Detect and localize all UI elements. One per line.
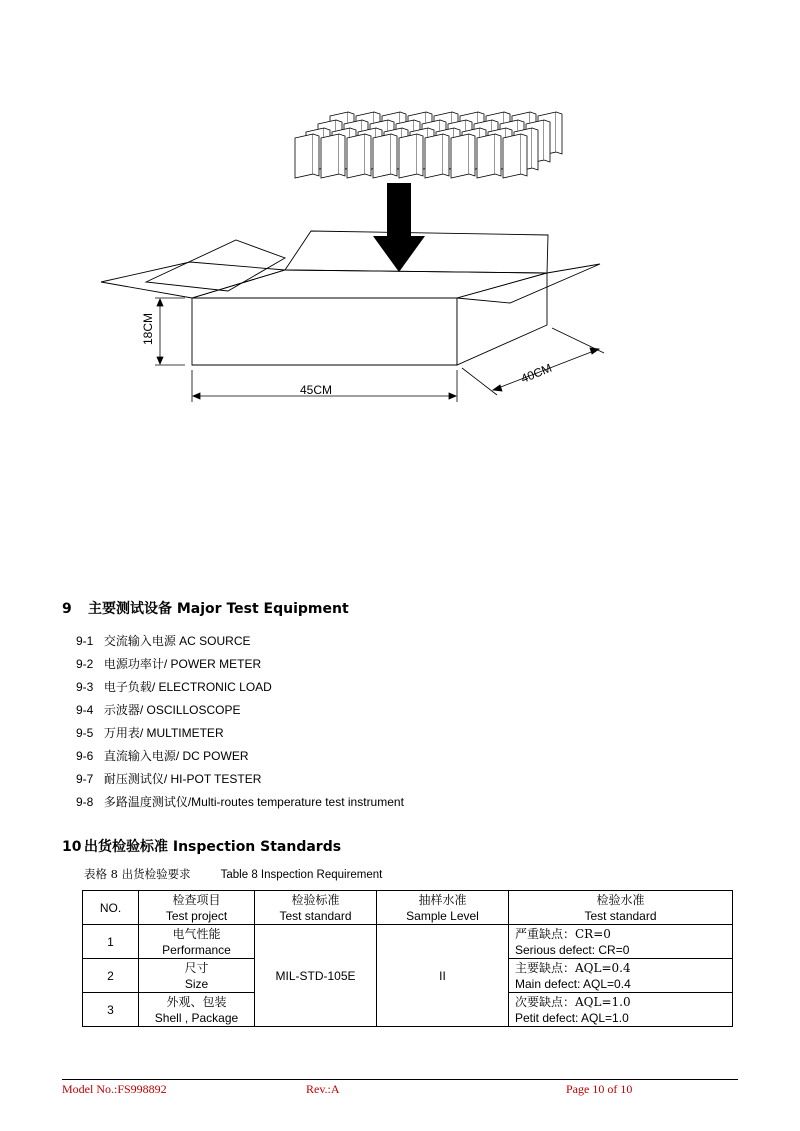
product-stack xyxy=(295,112,562,178)
product-card xyxy=(503,134,521,178)
cell-level: 主要缺点：AQL=0.4 Main defect: AQL=0.4 xyxy=(509,959,733,993)
product-card-edge xyxy=(556,112,562,154)
table-caption-en: Table 8 Inspection Requirement xyxy=(220,869,383,881)
product-card-edge xyxy=(365,134,371,176)
cell-level: 严重缺点：CR=0 Serious defect: CR=0 xyxy=(509,925,733,959)
section-10-number: 10 xyxy=(62,839,82,855)
product-card-edge xyxy=(469,134,475,176)
dim-height-label: 18CM xyxy=(141,312,155,345)
footer-page: Page 10 of 10 xyxy=(566,1082,633,1096)
product-card xyxy=(295,134,313,178)
table-caption xyxy=(84,866,382,882)
header-no: NO. xyxy=(83,891,139,925)
section-9-number: 9 xyxy=(62,601,72,617)
header-test-standard: 检验标准 Test standard xyxy=(255,891,377,925)
product-card xyxy=(451,134,469,178)
product-card xyxy=(321,134,339,178)
header-sample-level: 抽样水准 Sample Level xyxy=(377,891,509,925)
product-card-edge xyxy=(313,134,319,176)
product-card-edge xyxy=(339,134,345,176)
list-item: 9-4 示波器/ OSCILLOSCOPE xyxy=(76,703,241,717)
product-card xyxy=(347,134,365,178)
product-card-edge xyxy=(521,134,527,176)
product-card xyxy=(425,134,443,178)
cell-standard: MIL-STD-105E xyxy=(255,925,377,1027)
cell-item: 外观、包装 Shell , Package xyxy=(139,993,255,1027)
product-card xyxy=(477,134,495,178)
list-item: 9-8 多路温度测试仪/Multi-routes temperature test instrument xyxy=(76,795,404,809)
product-card-edge xyxy=(495,134,501,176)
section-9-heading: 主要测试设备 Major Test Equipment xyxy=(88,601,349,617)
cell-item: 尺寸 Size xyxy=(139,959,255,993)
section-10-heading: 出货检验标准 Inspection Standards xyxy=(84,839,342,855)
product-card-edge xyxy=(417,134,423,176)
table-row xyxy=(83,925,733,959)
section-10-title xyxy=(62,836,341,856)
section-9-title xyxy=(62,598,349,618)
cell-level: 次要缺点：AQL=1.0 Petit defect: AQL=1.0 xyxy=(509,993,733,1027)
dim-length-label: 45CM xyxy=(300,383,333,397)
cell-item: 电气性能 Performance xyxy=(139,925,255,959)
footer-rev: Rev.:A xyxy=(306,1082,340,1096)
down-arrow-icon xyxy=(373,183,425,272)
product-card-edge xyxy=(391,134,397,176)
cell-no: 2 xyxy=(83,959,139,993)
table-header-row xyxy=(83,891,733,925)
list-item: 9-1 交流输入电源 AC SOURCE xyxy=(76,634,251,648)
list-item: 9-3 电子负载/ ELECTRONIC LOAD xyxy=(76,680,272,694)
footer-model: Model No.:FS998892 xyxy=(62,1082,167,1096)
cell-sample-level: II xyxy=(377,925,509,1027)
cell-no: 3 xyxy=(83,993,139,1027)
footer-divider xyxy=(62,1079,738,1080)
packing-diagram xyxy=(0,0,800,560)
product-card xyxy=(373,134,391,178)
equipment-list xyxy=(76,633,404,817)
header-test-project: 检查项目 Test project xyxy=(139,891,255,925)
header-test-level: 检验水准 Test standard xyxy=(509,891,733,925)
cell-no: 1 xyxy=(83,925,139,959)
inspection-table xyxy=(82,890,733,1027)
table-caption-cn: 表格 8 出货检验要求 xyxy=(84,867,191,881)
product-card-edge xyxy=(443,134,449,176)
list-item: 9-5 万用表/ MULTIMETER xyxy=(76,726,224,740)
list-item: 9-2 电源功率计/ POWER METER xyxy=(76,657,262,671)
list-item: 9-6 直流输入电源/ DC POWER xyxy=(76,749,249,763)
product-card-edge xyxy=(532,128,538,170)
product-card-edge xyxy=(544,120,550,162)
product-card xyxy=(399,134,417,178)
list-item: 9-7 耐压测试仪/ HI-POT TESTER xyxy=(76,772,262,786)
dim-width-label: 40CM xyxy=(518,360,554,386)
